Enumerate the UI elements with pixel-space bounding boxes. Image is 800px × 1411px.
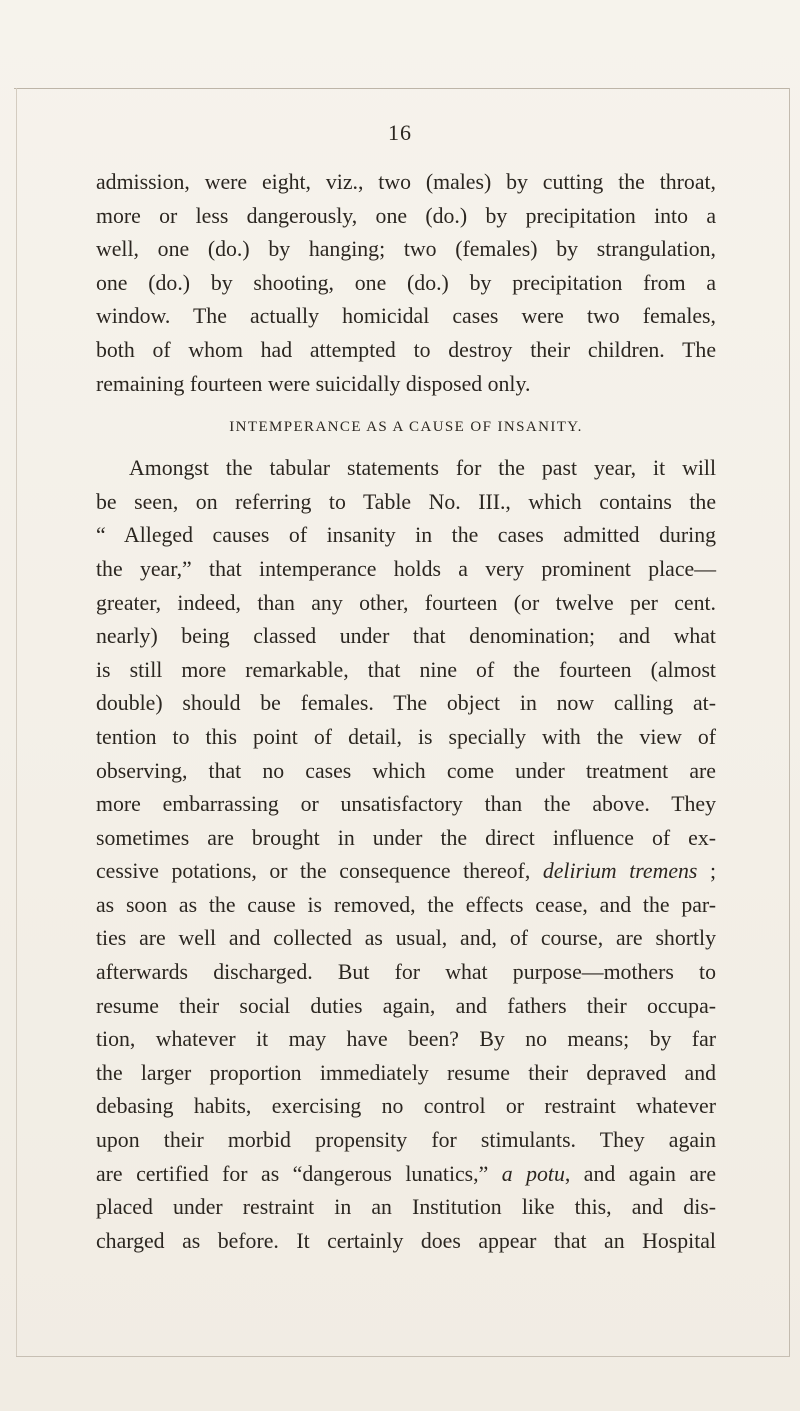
italic-term-a-potu: a potu (501, 1161, 565, 1186)
text-line: admission, were eight, viz., two (males) by cutting the throat, (96, 170, 716, 194)
text-segment: are certified for as “dangerous lunatics,” (96, 1161, 502, 1186)
italic-term-delirium-tremens: delirium tremens (542, 859, 698, 884)
text-line: placed under restraint in an Institution like this, and dis- (96, 1195, 716, 1220)
text-line: tention to this point of detail, is specially with the view of (96, 724, 716, 749)
text-line: both of whom had attempted to destroy their children. The (96, 337, 716, 362)
paragraph-suicidal-cases (96, 166, 716, 401)
page-edge-top (14, 88, 790, 89)
text-line-delirium (96, 855, 716, 889)
text-line: resume their social duties again, and fathers their occupa- (96, 993, 716, 1018)
text-line: sometimes are brought in under the direct influence of ex- (96, 825, 716, 850)
text-line: window. The actually homicidal cases were two females, (96, 304, 716, 329)
text-line: Amongst the tabular statements for the past year, it will (129, 456, 716, 481)
text-line: is still more remarkable, that nine of the fourteen (almost (96, 657, 716, 682)
text-segment: cessive potations, or the consequence thereof, (96, 859, 543, 884)
text-line: one (do.) by shooting, one (do.) by precipitation from a (96, 270, 716, 295)
text-line: greater, indeed, than any other, fourteen (or twelve per cent. (96, 590, 716, 615)
text-line: nearly) being classed under that denomination; and what (96, 624, 716, 649)
section-heading: INTEMPERANCE AS A CAUSE OF INSANITY. (229, 419, 583, 436)
body-text (96, 166, 716, 1258)
text-line: upon their morbid propensity for stimulants. They again (96, 1128, 716, 1153)
text-segment: , and again are (564, 1161, 716, 1186)
text-line: observing, that no cases which come under treatment are (96, 758, 716, 783)
page-edge-bottom (16, 1356, 790, 1357)
text-line: “ Alleged causes of insanity in the cases admitted during (96, 523, 716, 548)
text-line: remaining fourteen were suicidally disposed only. (96, 371, 531, 396)
page-edge-right (789, 88, 790, 1356)
text-line: more embarrassing or unsatisfactory than the above. They (96, 792, 716, 817)
text-line: more or less dangerously, one (do.) by precipitation into a (96, 203, 716, 228)
text-line: charged as before. It certainly does appear that an Hospital (96, 1228, 716, 1253)
paragraph-intemperance (96, 452, 716, 1258)
text-segment: ; (697, 859, 717, 884)
text-line: the year,” that intemperance holds a very prominent place— (96, 556, 716, 581)
text-line-a-potu (96, 1158, 716, 1192)
text-line: double) should be females. The object in now calling at- (96, 691, 716, 716)
text-line: afterwards discharged. But for what purpose—mothers to (96, 960, 716, 985)
text-line: tion, whatever it may have been? By no means; by far (96, 1027, 716, 1052)
text-line: debasing habits, exercising no control or restraint whatever (96, 1094, 716, 1119)
text-line: as soon as the cause is removed, the effects cease, and the par- (96, 892, 716, 917)
text-line: the larger proportion immediately resume their depraved and (96, 1060, 716, 1085)
page-edge-left (16, 88, 17, 1356)
text-line: well, one (do.) by hanging; two (females) by strangulation, (96, 237, 716, 262)
text-line: ties are well and collected as usual, and, of course, are shortly (96, 926, 716, 951)
text-line: be seen, on referring to Table No. III., which contains the (96, 489, 716, 514)
page-number: 16 (388, 120, 412, 145)
